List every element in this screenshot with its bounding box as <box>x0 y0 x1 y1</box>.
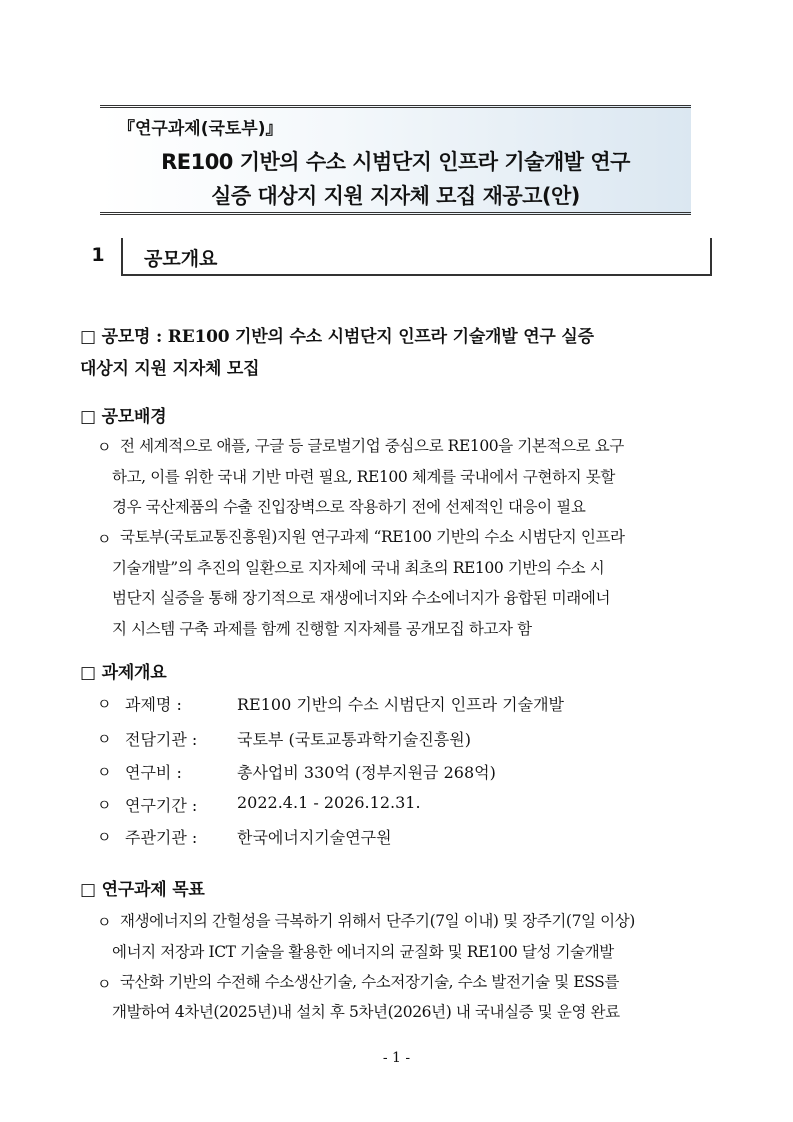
section-number: 1 <box>91 244 105 266</box>
page-number: - 1 - <box>382 1050 411 1066</box>
document-category-tag: 『연구과제(국토부)』 <box>118 119 283 139</box>
background-b1-line-1: 전 세계적으로 애플, 구글 등 글로벌기업 중심으로 RE100을 기본적으로 요구 <box>120 437 624 455</box>
bullet-glyph: ㅇ <box>97 695 112 713</box>
bullet-glyph: ㅇ <box>97 975 112 993</box>
item-background <box>80 402 166 427</box>
overview-label: 주관기관 : <box>125 828 198 847</box>
document-title-line-2: 실증 대상지 지원 지자체 모집 재공고(안) <box>211 184 580 208</box>
background-b2-line-1: 국토부(국토교통진흥원)지원 연구과제 “RE100 기반의 수소 시범단지 인프라 <box>120 528 625 546</box>
goals-b1-line-1: 재생에너지의 간헐성을 극복하기 위해서 단주기(7일 이내) 및 장주기(7일 이상) <box>120 912 635 930</box>
overview-label: 과제명 : <box>125 695 182 714</box>
bullet-glyph: ㅇ <box>97 763 112 781</box>
checkbox-glyph: □ <box>80 663 96 683</box>
project-overview-title: 과제개요 <box>101 663 167 683</box>
section-divider <box>121 238 123 276</box>
overview-value: 국토부 (국토교통과학기술진흥원) <box>237 730 471 749</box>
section-underline <box>121 274 712 276</box>
contest-name-line-1: 공모명 : RE100 기반의 수소 시범단지 인프라 기술개발 연구 실증 <box>101 327 594 347</box>
overview-value: 총사업비 330억 (정부지원금 268억) <box>237 763 496 782</box>
background-b2-line-3: 범단지 실증을 통해 장기적으로 재생에너지와 수소에너지가 융합된 미래에너 <box>112 589 611 607</box>
title-box <box>100 105 691 215</box>
overview-label: 연구기간 : <box>125 796 198 815</box>
document-title-line-1: RE100 기반의 수소 시범단지 인프라 기술개발 연구 <box>161 150 630 174</box>
background-b1-line-2: 하고, 이를 위한 국내 기반 마련 필요, RE100 체계를 국내에서 구현하지 못할 <box>112 468 615 486</box>
bullet-glyph: ㅇ <box>97 796 112 814</box>
bullet-glyph: ㅇ <box>97 913 112 931</box>
overview-value: RE100 기반의 수소 시범단지 인프라 기술개발 <box>237 695 564 714</box>
background-title: 공모배경 <box>101 407 167 427</box>
section-header <box>78 238 712 276</box>
overview-label: 연구비 : <box>125 763 182 782</box>
research-goals-title: 연구과제 목표 <box>101 880 205 900</box>
overview-value: 한국에너지기술연구원 <box>237 828 392 847</box>
goals-b2-line-1: 국산화 기반의 수전해 수소생산기술, 수소저장기술, 수소 발전기술 및 ESS를 <box>120 973 619 991</box>
section-right-bar <box>710 238 712 276</box>
contest-name-line-2: 대상지 지원 지자체 모집 <box>80 359 260 379</box>
bullet-glyph: ㅇ <box>97 530 112 548</box>
bullet-glyph: ㅇ <box>97 828 112 846</box>
overview-value: 2022.4.1 - 2026.12.31. <box>237 793 421 812</box>
background-b1-line-3: 경우 국산제품의 수출 진입장벽으로 작용하기 전에 선제적인 대응이 필요 <box>112 498 586 516</box>
bullet-glyph: ㅇ <box>97 438 112 456</box>
overview-label: 전담기관 : <box>125 730 198 749</box>
goals-b2-line-2: 개발하여 4차년(2025년)내 설치 후 5차년(2026년) 내 국내실증 및 운영 완료 <box>112 1003 620 1021</box>
section-title: 공모개요 <box>144 248 218 270</box>
item-project-overview <box>80 658 166 683</box>
bullet-glyph: ㅇ <box>97 730 112 748</box>
item-contest-name <box>80 322 594 347</box>
background-b2-line-4: 지 시스템 구축 과제를 함께 진행할 지자체를 공개모집 하고자 함 <box>112 620 532 638</box>
item-research-goals <box>80 875 205 900</box>
background-b2-line-2: 기술개발”의 추진의 일환으로 지자체에 국내 최초의 RE100 기반의 수소 시 <box>112 559 605 577</box>
checkbox-glyph: □ <box>80 327 96 347</box>
goals-b1-line-2: 에너지 저장과 ICT 기술을 활용한 에너지의 균질화 및 RE100 달성 기술개발 <box>112 943 614 961</box>
checkbox-glyph: □ <box>80 880 96 900</box>
checkbox-glyph: □ <box>80 407 96 427</box>
